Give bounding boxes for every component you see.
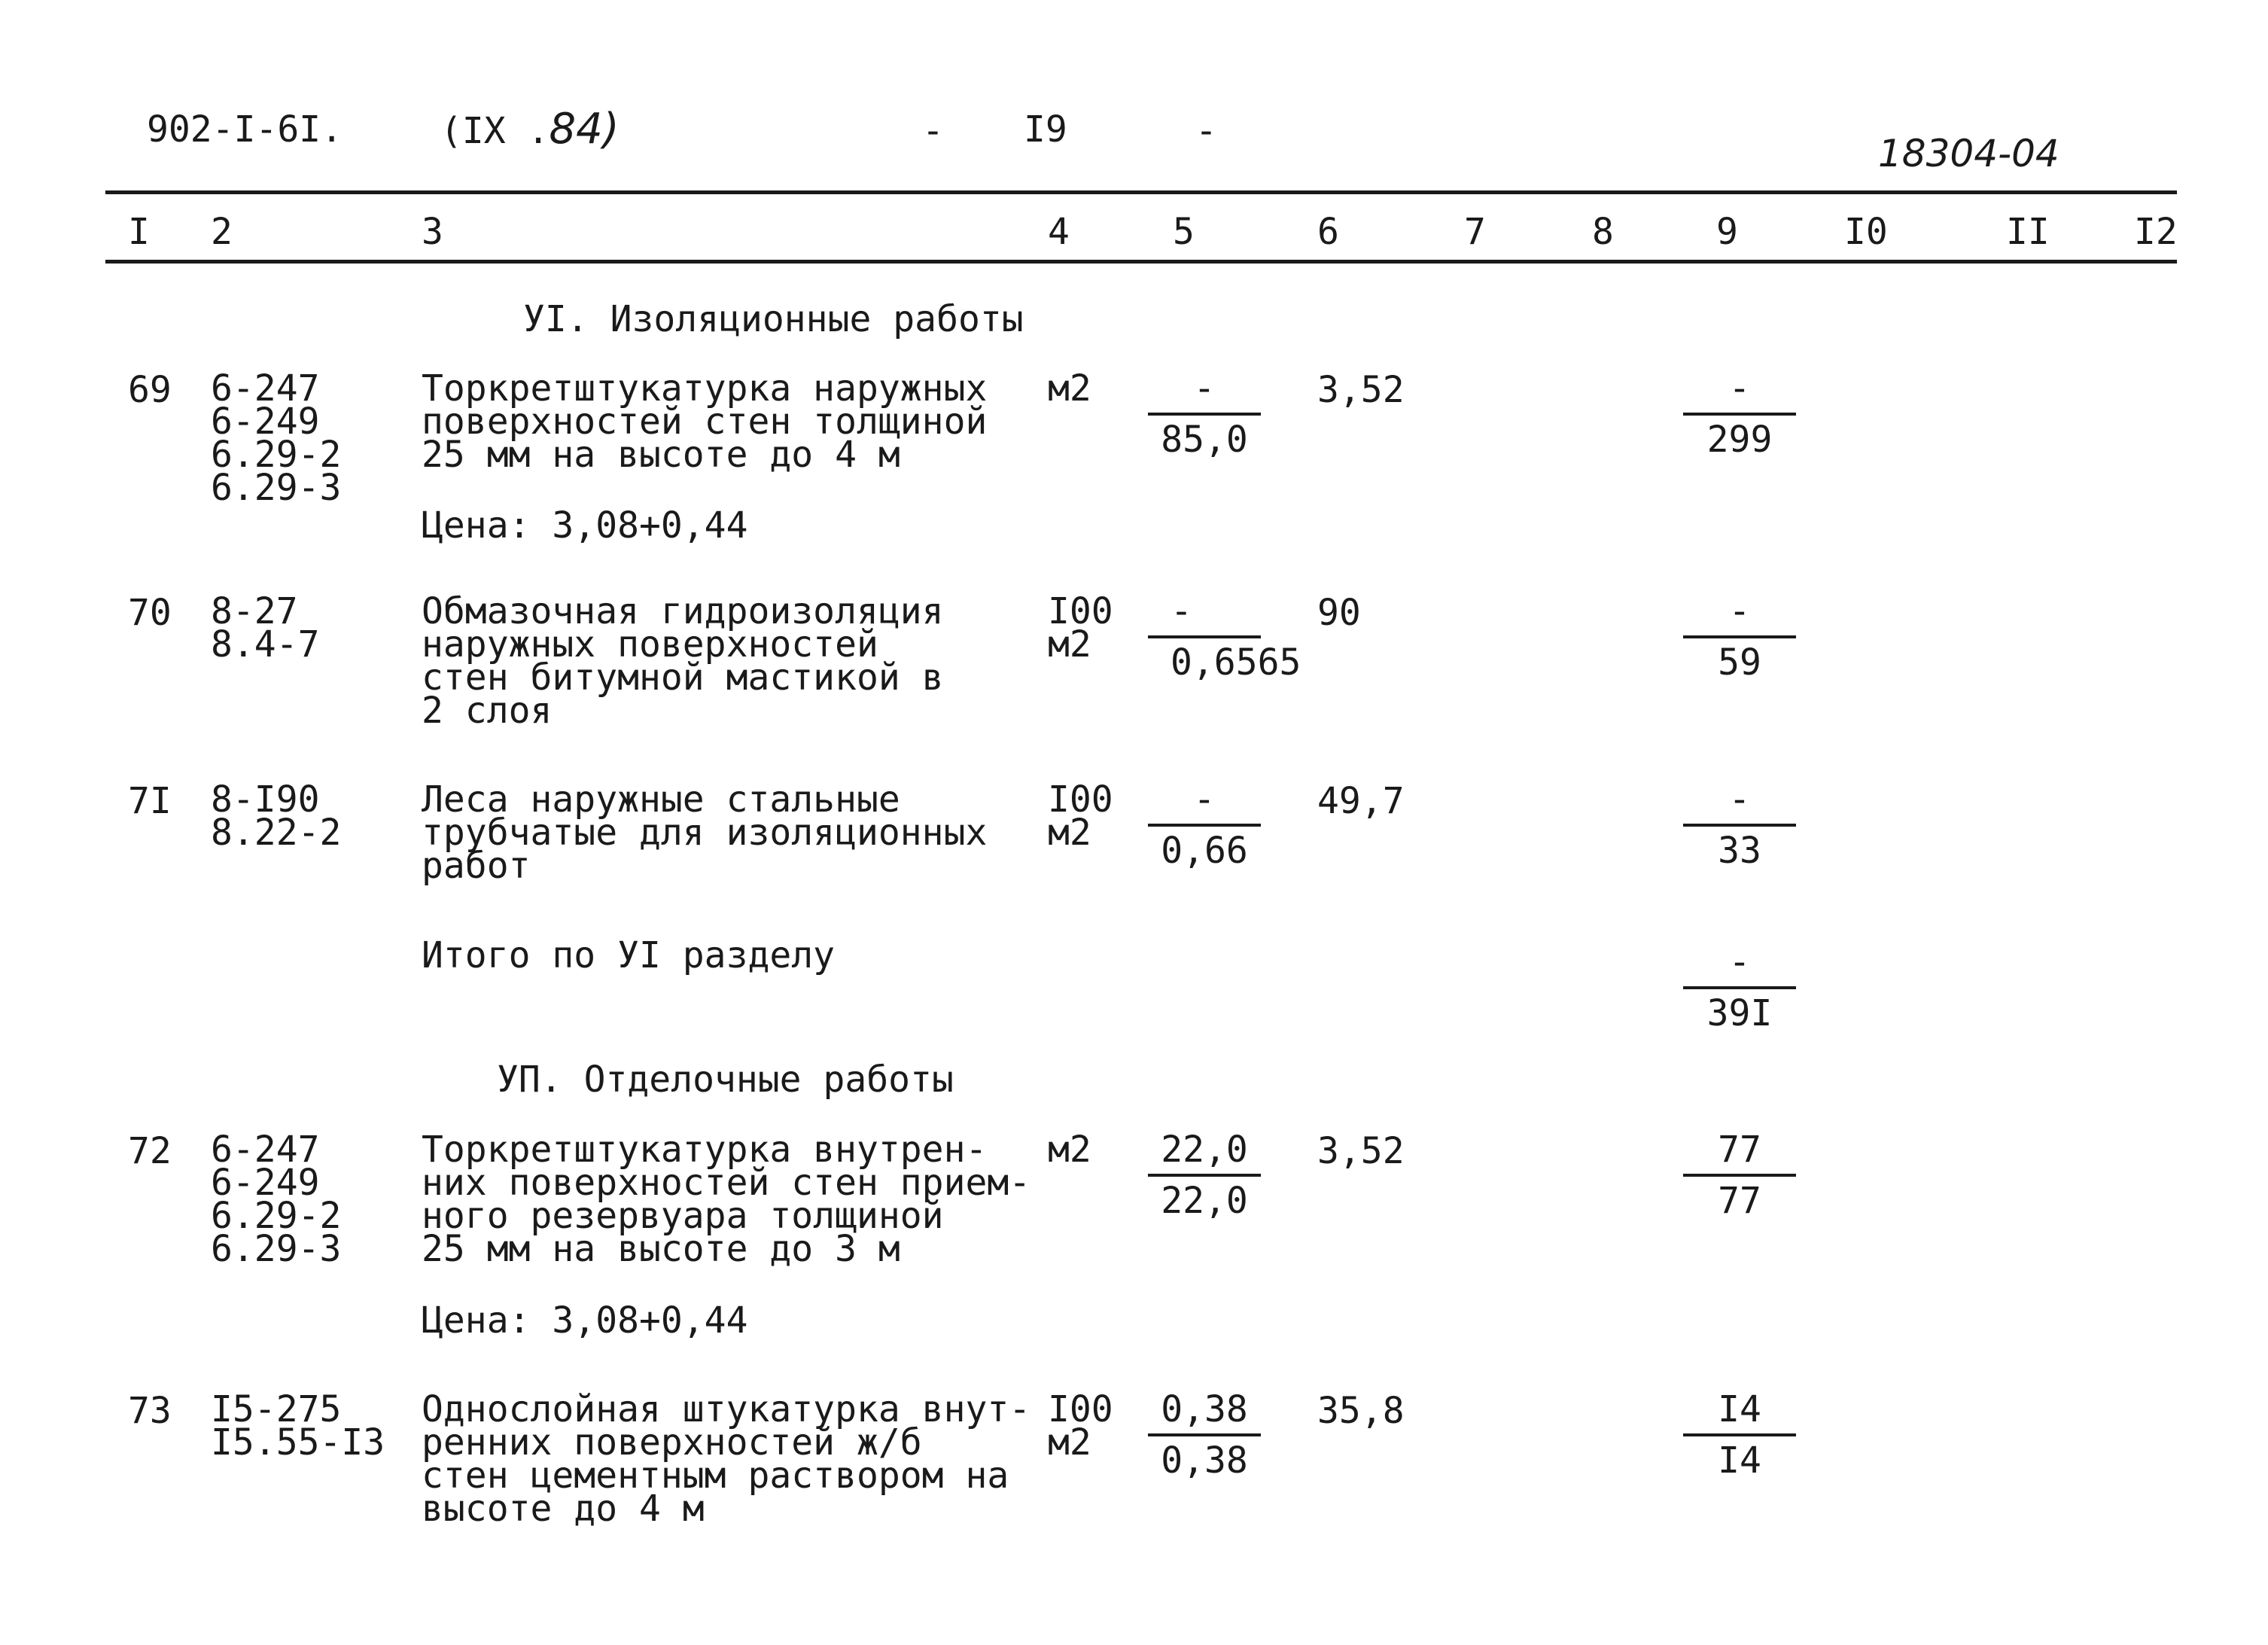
row-71-qty-num: - <box>1193 778 1216 821</box>
row-69-qty-num: - <box>1193 367 1216 410</box>
section-total-vi: Итого по УI разделу <box>422 934 836 976</box>
row-70-qty <box>1148 590 1306 684</box>
issue-handwritten: 84) <box>549 105 620 154</box>
page-number: I9 <box>1024 108 1067 151</box>
row-69-codes: 6-247 6-249 6.29-2 6.29-3 <box>211 367 342 509</box>
archive-stamp: 18304-04 <box>1878 132 2059 175</box>
row-71-qty-den: 0,66 <box>1161 830 1248 872</box>
row-73-desc: Однослойная штукатурка внут- ренних поверхностей ж/б стен цементным раствором на высоте до 4 м <box>422 1388 1031 1530</box>
row-73-cost <box>1683 1388 1796 1482</box>
doc-code: 902-I-6I. <box>147 108 343 151</box>
row-72-qty <box>1148 1129 1261 1222</box>
section-total-vi-den: 39I <box>1706 992 1773 1034</box>
section-total-vi-num: - <box>1728 941 1751 983</box>
row-73-codes: I5-275 I5.55-I3 <box>211 1388 385 1464</box>
row-69-qty-den: 85,0 <box>1161 419 1248 461</box>
row-73-qty-den: 0,38 <box>1161 1439 1248 1482</box>
row-70-cost <box>1683 590 1796 684</box>
row-70-price: 90 <box>1317 592 1361 634</box>
row-72-qty-num: 22,0 <box>1161 1129 1248 1171</box>
dash-right: - <box>1195 110 1217 152</box>
col-header-11: II <box>2006 211 2050 253</box>
col-header-9: 9 <box>1716 211 1738 253</box>
row-72-cost-num: 77 <box>1718 1129 1761 1171</box>
section-title-vii: УП. Отделочные работы <box>497 1059 954 1101</box>
row-71-codes: 8-I90 8.22-2 <box>211 778 342 854</box>
row-69-unit: м2 <box>1048 367 1091 410</box>
row-72-cost-den: 77 <box>1718 1180 1761 1222</box>
col-header-12: I2 <box>2134 211 2178 253</box>
row-73-cost-den: I4 <box>1718 1439 1761 1482</box>
row-72-note: Цена: 3,08+0,44 <box>422 1299 748 1342</box>
dash-left: - <box>922 110 944 152</box>
row-72-qty-den: 22,0 <box>1161 1180 1248 1222</box>
row-70-unit: I00 м2 <box>1048 590 1113 666</box>
row-72-cost <box>1683 1129 1796 1222</box>
row-70-qty-num: - <box>1171 590 1192 632</box>
row-70-cost-num: - <box>1728 590 1751 632</box>
row-73-price: 35,8 <box>1317 1390 1405 1432</box>
row-71-price: 49,7 <box>1317 780 1405 822</box>
row-72-desc: Торкретштукатурка внутрен- них поверхностей стен прием- ного резервуара толщиной 25 мм на высоте до 3 м <box>422 1129 1031 1270</box>
col-header-2: 2 <box>211 211 233 253</box>
row-69-cost-num: - <box>1728 367 1751 410</box>
row-70-desc: Обмазочная гидроизоляция наружных поверхностей стен битумной мастикой в 2 слоя <box>422 590 944 732</box>
row-70-qty-den: 0,6565 <box>1171 641 1301 684</box>
row-70-num: 70 <box>128 592 172 634</box>
row-69-qty <box>1148 367 1261 461</box>
row-73-cost-num: I4 <box>1718 1388 1761 1430</box>
row-73-qty <box>1148 1388 1261 1482</box>
row-71-cost <box>1683 778 1796 872</box>
row-69-cost <box>1683 367 1796 461</box>
row-71-qty <box>1148 778 1261 872</box>
row-69-price: 3,52 <box>1317 369 1405 411</box>
row-73-unit: I00 м2 <box>1048 1388 1113 1464</box>
col-header-6: 6 <box>1317 211 1339 253</box>
col-header-4: 4 <box>1048 211 1070 253</box>
issue-prefix: (IX . <box>440 110 549 152</box>
row-69-desc: Торкретштукатурка наружных поверхностей стен толщиной 25 мм на высоте до 4 м <box>422 367 988 476</box>
col-header-1: I <box>128 211 150 253</box>
issue-info <box>440 105 620 154</box>
section-title-vi: УI. Изоляционные работы <box>523 298 1024 340</box>
row-69-note: Цена: 3,08+0,44 <box>422 504 748 547</box>
row-73-num: 73 <box>128 1390 172 1432</box>
header-rule-top <box>105 190 2177 194</box>
row-72-codes: 6-247 6-249 6.29-2 6.29-3 <box>211 1129 342 1270</box>
col-header-10: I0 <box>1844 211 1888 253</box>
row-71-unit: I00 м2 <box>1048 778 1113 854</box>
section-total-vi-cost <box>1683 941 1796 1034</box>
col-header-5: 5 <box>1173 211 1195 253</box>
row-71-desc: Леса наружные стальные трубчатые для изоляционных работ <box>422 778 988 887</box>
row-72-num: 72 <box>128 1130 172 1172</box>
row-71-cost-den: 33 <box>1718 830 1761 872</box>
row-70-codes: 8-27 8.4-7 <box>211 590 320 666</box>
row-72-price: 3,52 <box>1317 1130 1405 1172</box>
row-71-num: 7I <box>128 780 172 822</box>
col-header-3: 3 <box>422 211 443 253</box>
row-72-unit: м2 <box>1048 1129 1091 1171</box>
row-69-cost-den: 299 <box>1706 419 1773 461</box>
row-70-cost-den: 59 <box>1718 641 1761 684</box>
header-rule-bottom <box>105 260 2177 264</box>
col-header-8: 8 <box>1592 211 1614 253</box>
row-73-qty-num: 0,38 <box>1161 1388 1248 1430</box>
row-69-num: 69 <box>128 369 172 411</box>
row-71-cost-num: - <box>1728 778 1751 821</box>
col-header-7: 7 <box>1464 211 1486 253</box>
